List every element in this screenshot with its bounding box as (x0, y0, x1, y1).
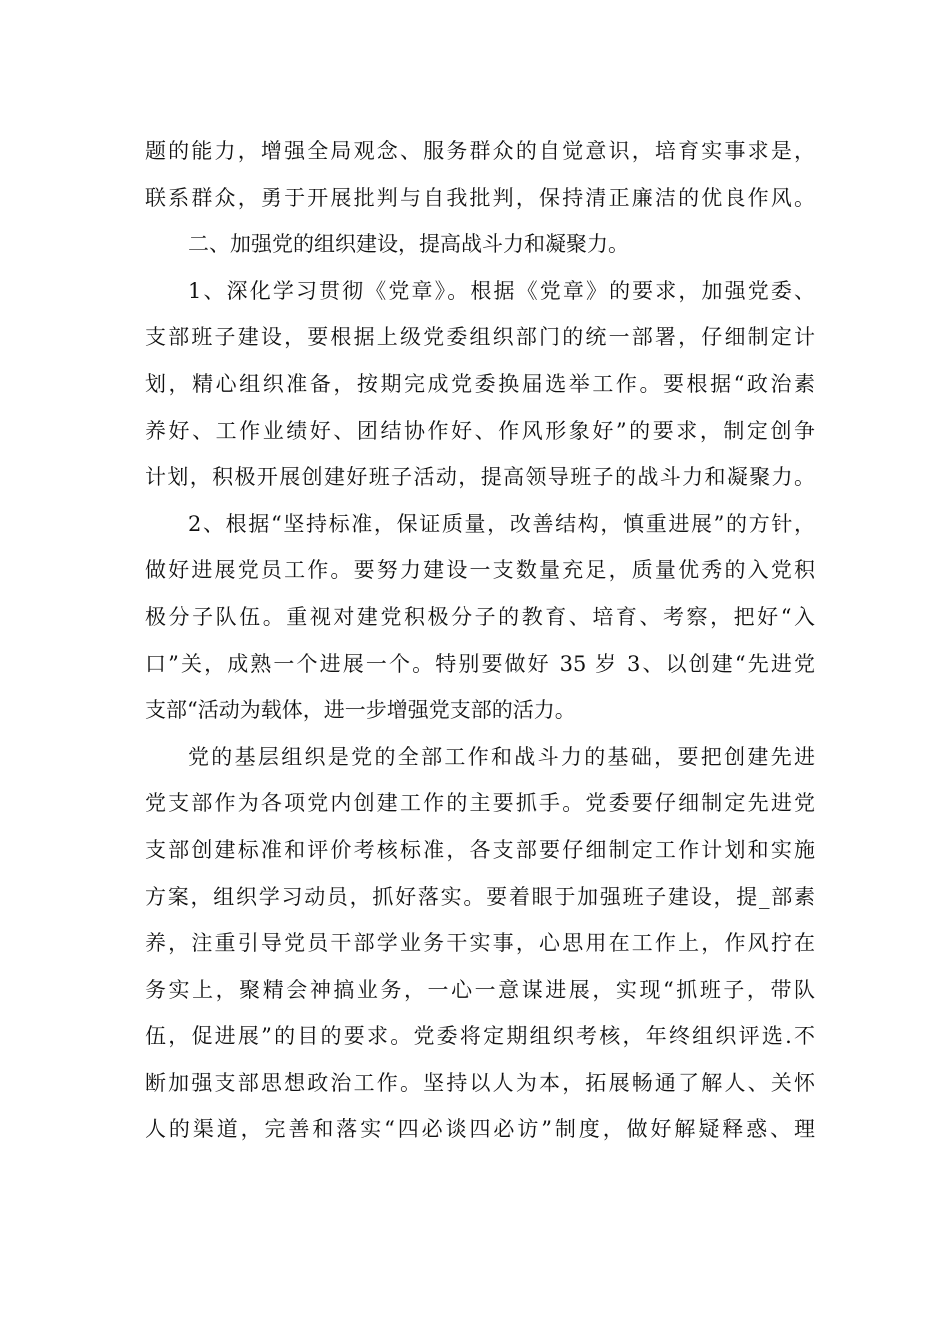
text-line: 人的渠道，完善和落实“四必谈四必访”制度，做好解疑释惑、理 (145, 1117, 815, 1142)
text-line: 党支部作为各项党内创建工作的主要抓手。党委要仔细制定先进党 (145, 791, 815, 816)
text-line: 养，注重引导党员干部学业务干实事，心思用在工作上，作风拧在 (145, 931, 815, 956)
text-line: 做好进展党员工作。要努力建设一支数量充足，质量优秀的入党积 (145, 558, 815, 583)
paragraph-first-line: 1、深化学习贯彻《党章》。根据《党章》的要求，加强党委、 (188, 278, 815, 303)
text-line: 伍，促进展”的目的要求。党委将定期组织考核，年终组织评选.不 (145, 1024, 815, 1049)
paragraph-first-line: 2、根据“坚持标准，保证质量，改善结构，慎重进展”的方针， (188, 511, 815, 536)
text-line: 务实上，聚精会神搞业务，一心一意谋进展，实现“抓班子，带队 (145, 977, 815, 1002)
text-line: 口”关，成熟一个进展一个。特别要做好 35 岁 3、以创建“先进党 (145, 651, 815, 676)
text-line: 题的能力，增强全局观念、服务群众的自觉意识，培育实事求是， (145, 139, 815, 163)
text-line: 联系群众，勇于开展批判与自我批判，保持清正廉洁的优良作风。 (145, 185, 815, 210)
text-line: 断加强支部思想政治工作。坚持以人为本，拓展畅通了解人、关怀 (145, 1070, 815, 1095)
text-line: 养好、工作业绩好、团结协作好、作风形象好”的要求，制定创争 (145, 418, 815, 443)
text-line: 支部班子建设，要根据上级党委组织部门的统一部署，仔细制定计 (145, 325, 815, 350)
text-line: 方案，组织学习动员，抓好落实。要着眼于加强班子建设，提_部素 (145, 884, 815, 909)
text-line: 计划，积极开展创建好班子活动，提高领导班子的战斗力和凝聚力。 (145, 465, 815, 490)
text-line: 划，精心组织准备，按期完成党委换届选举工作。要根据“政治素 (145, 371, 815, 396)
document-body (145, 128, 815, 1153)
text-line: 支部创建标准和评价考核标准，各支部要仔细制定工作计划和实施 (145, 837, 815, 862)
paragraph-first-line: 党的基层组织是党的全部工作和战斗力的基础，要把创建先进 (188, 744, 815, 769)
text-line: 支部“活动为载体，进一步增强党支部的活力。 (145, 698, 576, 723)
text-line: 极分子队伍。重视对建党积极分子的教育、培育、考察，把好“入 (145, 604, 815, 629)
section-heading: 二、加强党的组织建设，提高战斗力和凝聚力。 (188, 232, 629, 257)
